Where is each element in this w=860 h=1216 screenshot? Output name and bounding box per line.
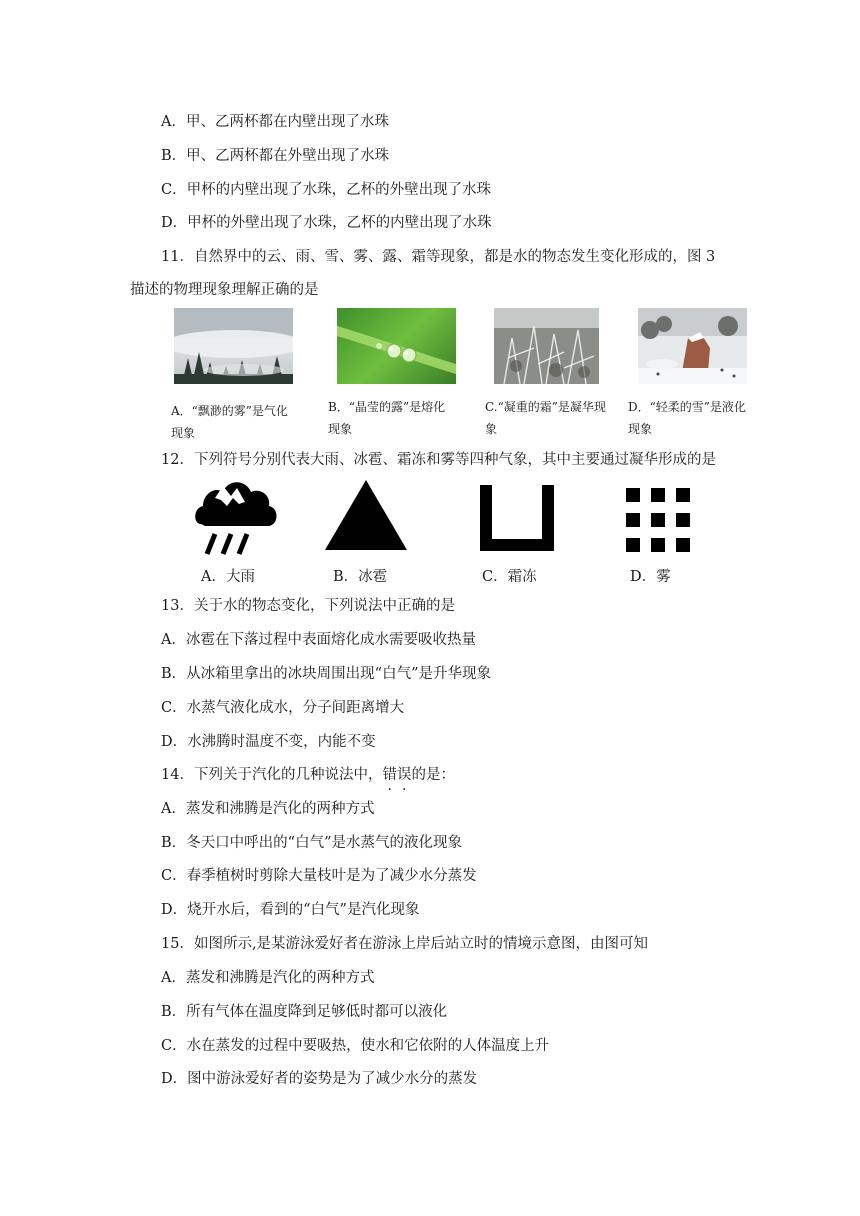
q15-option-b: B．所有气体在温度降到足够低时都可以液化 <box>161 1004 448 1020</box>
q14-option-a: A．蒸发和沸腾是汽化的两种方式 <box>161 801 375 817</box>
q12-label-c: C．霜冻 <box>482 569 537 585</box>
q10-option-c: C．甲杯的内壁出现了水珠，乙杯的外壁出现了水珠 <box>161 182 492 198</box>
q11-stem-line2: 描述的物理现象理解正确的是 <box>130 282 319 298</box>
fog-photo <box>174 308 293 384</box>
q13-option-b: B．从冰箱里拿出的冰块周围出现“白气”是升华现象 <box>161 666 491 682</box>
q13-stem: 13．关于水的物态变化，下列说法中正确的是 <box>161 598 455 614</box>
q14-option-c: C．春季植树时剪除大量枝叶是为了减少水分蒸发 <box>161 868 477 884</box>
q14-stem <box>161 765 455 785</box>
q12-label-d: D．雾 <box>630 569 671 585</box>
q11-stem-line1: 11．自然界中的云、雨、雪、雾、露、霜等现象，都是水的物态发生变化形成的，图 3 <box>161 249 716 265</box>
heavy-rain-icon <box>193 478 277 558</box>
q11-caption-a: A．“飘渺的雾”是气化现象 <box>171 404 288 440</box>
q14-stem-emphasis-1: 错 <box>382 767 397 783</box>
hail-icon <box>323 478 409 552</box>
q14-stem-emphasis-2: 误 <box>396 767 412 783</box>
q10-option-b: B．甲、乙两杯都在外壁出现了水珠 <box>161 148 390 164</box>
q14-stem-before: 14．下列关于汽化的几种说法中， <box>161 767 383 783</box>
q13-option-d: D．水沸腾时温度不变，内能不变 <box>161 734 376 750</box>
q12-stem: 12．下列符号分别代表大雨、冰雹、霜冻和雾等四种气象，其中主要通过凝华形成的是 <box>161 452 716 468</box>
q14-option-b: B．冬天口中呼出的“白气”是水蒸气的液化现象 <box>161 835 462 851</box>
q15-option-a: A．蒸发和沸腾是汽化的两种方式 <box>161 970 375 986</box>
q14-stem-after: 的是： <box>411 767 455 783</box>
q15-option-c: C．水在蒸发的过程中要吸热，使水和它依附的人体温度上升 <box>161 1038 550 1054</box>
q12-label-b: B．冰雹 <box>333 569 388 585</box>
snow-photo <box>638 308 747 384</box>
fog-icon <box>624 486 694 554</box>
q14-option-d: D．烧开水后，看到的“白气”是汽化现象 <box>161 902 420 918</box>
frost-icon <box>480 485 554 551</box>
q12-label-a: A．大雨 <box>201 569 255 585</box>
q11-caption-d: D．“轻柔的雪”是液化现象 <box>628 400 746 436</box>
q11-caption-c: C.“凝重的霜”是凝华现象 <box>485 400 606 436</box>
q10-option-d: D．甲杯的外壁出现了水珠，乙杯的内壁出现了水珠 <box>161 215 492 231</box>
q15-stem: 15．如图所示,是某游泳爱好者在游泳上岸后站立时的情境示意图，由图可知 <box>161 936 649 952</box>
q10-option-a: A．甲、乙两杯都在内壁出现了水珠 <box>161 114 389 130</box>
q13-option-a: A．冰雹在下落过程中表面熔化成水需要吸收热量 <box>161 632 476 648</box>
frost-photo <box>494 308 599 384</box>
dew-photo <box>337 308 456 384</box>
q15-option-d: D．图中游泳爱好者的姿势是为了减少水分的蒸发 <box>161 1071 478 1087</box>
q11-caption-b: B．“晶莹的露”是熔化现象 <box>328 400 446 436</box>
q13-option-c: C．水蒸气液化成水，分子间距离增大 <box>161 700 405 716</box>
